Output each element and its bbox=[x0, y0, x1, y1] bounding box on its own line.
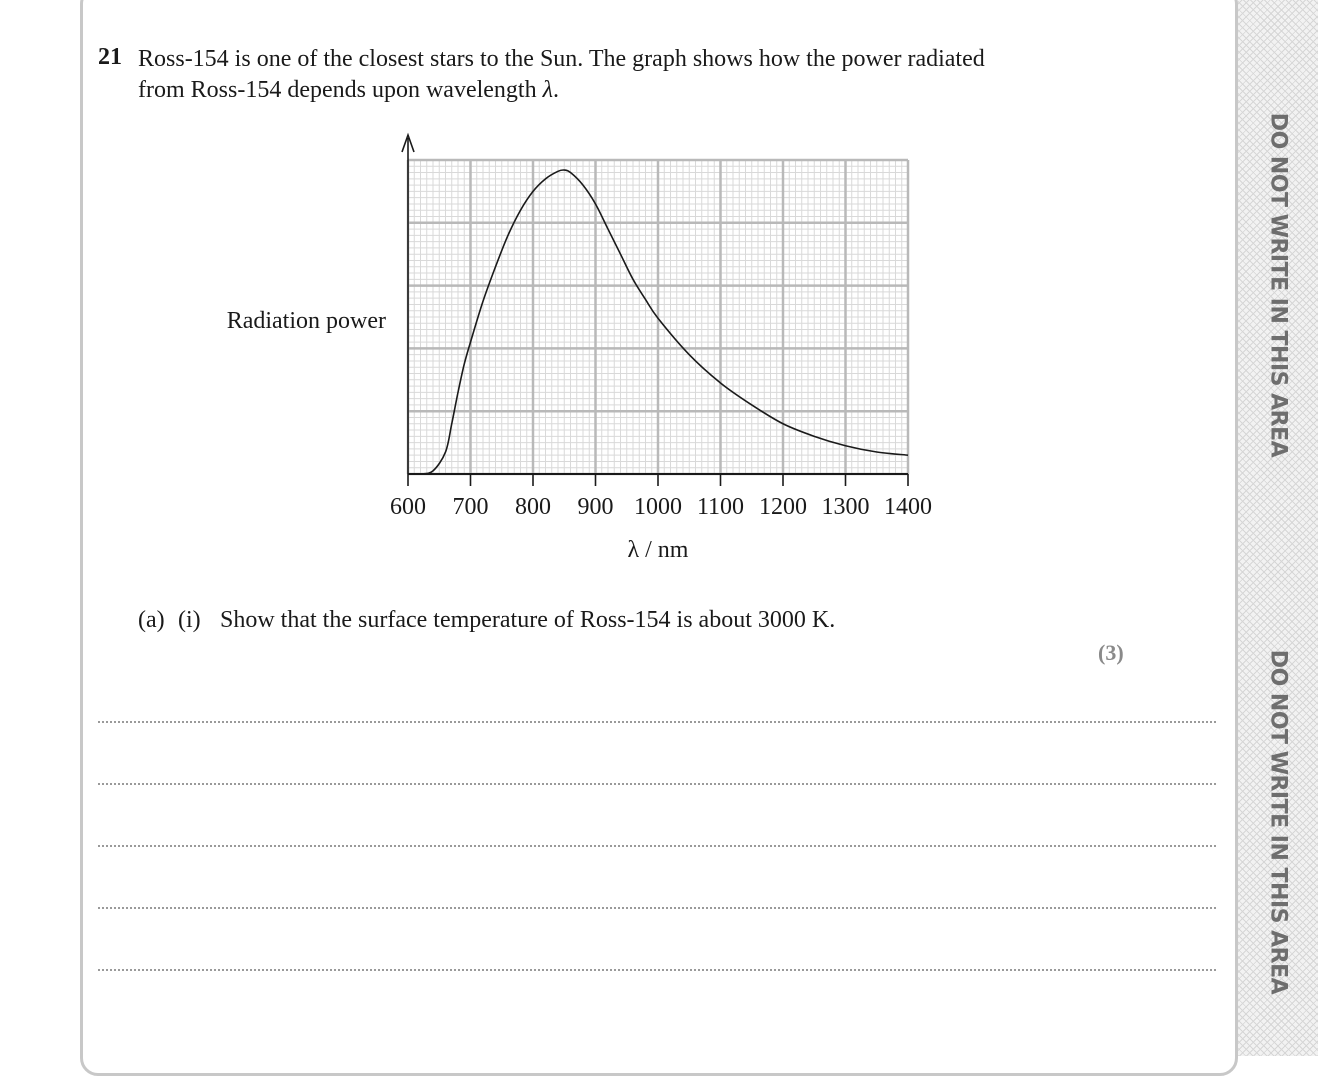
do-not-write-label-bottom: DO NOT WRITE IN THIS AREA bbox=[1265, 649, 1291, 995]
x-tick-labels bbox=[390, 494, 932, 520]
question-line-1: Ross-154 is one of the closest stars to the Sun. The graph shows how the power radiated bbox=[138, 46, 985, 72]
lambda-symbol: λ bbox=[542, 77, 554, 103]
part-a-label: (a) bbox=[138, 607, 165, 633]
question-line-2-end: . bbox=[553, 77, 560, 103]
answer-line[interactable] bbox=[98, 907, 1216, 909]
answer-line[interactable] bbox=[98, 845, 1216, 847]
answer-line[interactable] bbox=[98, 721, 1216, 723]
x-tick-label: 1100 bbox=[696, 494, 745, 520]
answer-line[interactable] bbox=[98, 969, 1216, 971]
x-tick-label: 1400 bbox=[884, 494, 932, 520]
part-a-i-text: Show that the surface temperature of Ross-154 is about 3000 K. bbox=[220, 607, 836, 633]
x-ticks bbox=[408, 474, 908, 486]
x-tick-label: 1200 bbox=[759, 494, 807, 520]
x-axis-label: λ / nm bbox=[627, 537, 689, 563]
do-not-write-label-top: DO NOT WRITE IN THIS AREA bbox=[1265, 112, 1291, 458]
x-tick-label: 1300 bbox=[821, 494, 870, 520]
x-tick-label: 900 bbox=[577, 494, 614, 520]
x-tick-label: 800 bbox=[515, 494, 551, 520]
marks-badge: (3) bbox=[1098, 640, 1124, 665]
x-tick-label: 1000 bbox=[634, 494, 682, 520]
question-number: 21 bbox=[98, 44, 122, 70]
part-a-i-label: (i) bbox=[178, 607, 201, 633]
answer-line[interactable] bbox=[98, 783, 1216, 785]
x-tick-label: 700 bbox=[452, 494, 489, 520]
y-axis-label: Radiation power bbox=[226, 308, 386, 334]
question-line-2-text: from Ross-154 depends upon wavelength bbox=[138, 77, 543, 103]
x-tick-label: 600 bbox=[390, 494, 426, 520]
